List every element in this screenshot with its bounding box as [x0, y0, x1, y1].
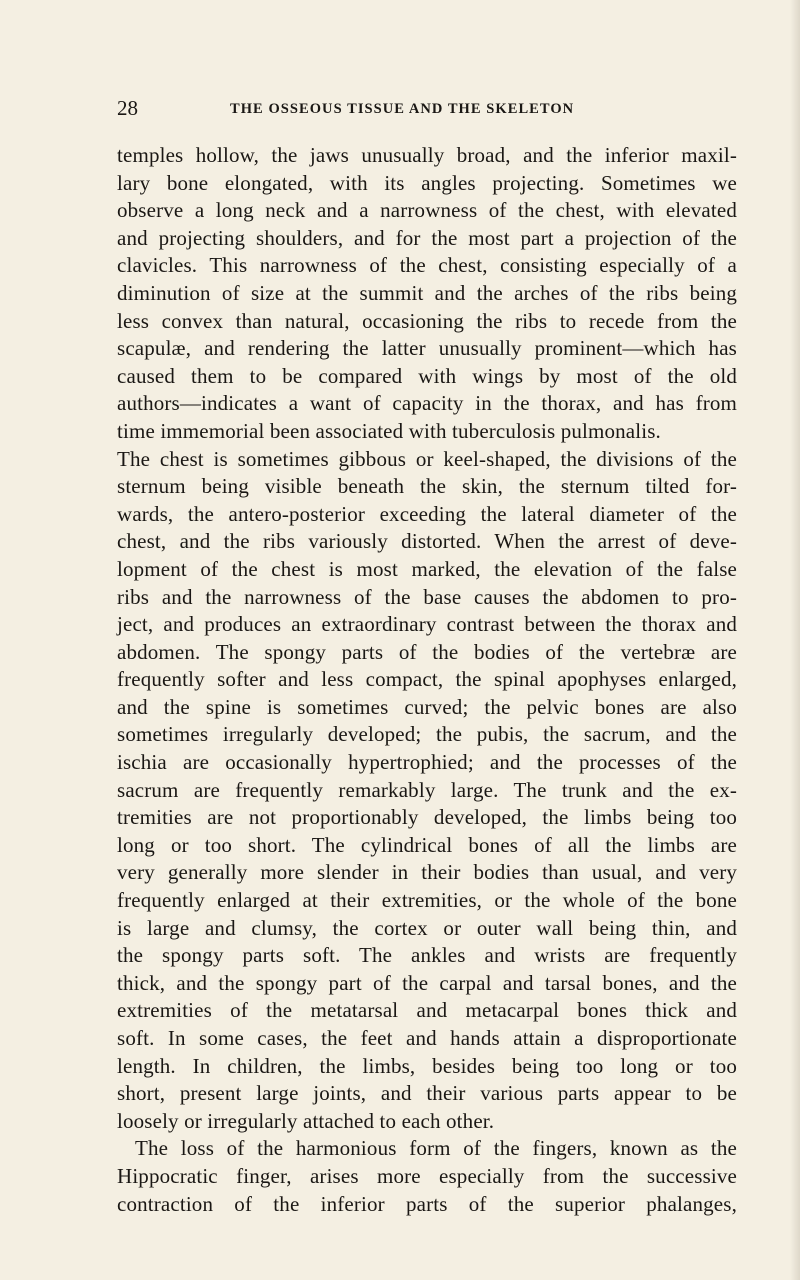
text-line: scapulæ, and rendering the latter unusually prominent—which has [117, 336, 737, 361]
text-line: tremities are not proportionably developed, the limbs being too [117, 805, 737, 830]
text-line: frequently softer and less compact, the spinal apophyses enlarged, [117, 667, 737, 692]
text-line: ischia are occasionally hypertrophied; and the processes of the [117, 750, 737, 775]
text-line: Hippocratic finger, arises more especially from the successive [117, 1163, 737, 1188]
text-line: less convex than natural, occasioning the ribs to recede from the [117, 308, 737, 333]
text-line: loosely or irregularly attached to each other. [117, 1108, 495, 1133]
text-line: wards, the antero-posterior exceeding the lateral diameter of the [117, 501, 737, 526]
text-line: temples hollow, the jaws unusually broad, and the inferior maxil- [117, 143, 737, 167]
text-line: The chest is sometimes gibbous or keel-shaped, the divisions of the [117, 446, 737, 471]
text-line: very generally more slender in their bodies than usual, and very [117, 860, 737, 885]
text-line: short, present large joints, and their various parts appear to be [117, 1081, 737, 1106]
text-line: frequently enlarged at their extremities, or the whole of the bone [117, 888, 737, 913]
text-line: sometimes irregularly developed; the pubis, the sacrum, and the [117, 722, 737, 747]
text-line: caused them to be compared with wings by most of the old [117, 363, 737, 388]
text-line: clavicles. This narrowness of the chest, consisting especially of a [117, 253, 737, 278]
text-line: time immemorial been associated with tuberculosis pulmonalis. [117, 418, 661, 443]
page-number: 28 [117, 96, 138, 120]
text-line: diminution of size at the summit and the arches of the ribs being [117, 280, 737, 305]
running-head [117, 96, 737, 120]
text-line: length. In children, the limbs, besides being too long or too [117, 1053, 737, 1078]
text-line: is large and clumsy, the cortex or outer wall being thin, and [117, 915, 737, 940]
text-line: sternum being visible beneath the skin, the sternum tilted for- [117, 474, 737, 499]
body-text [117, 142, 737, 1218]
text-line: abdomen. The spongy parts of the bodies of the vertebræ are [117, 639, 737, 664]
text-line: ject, and produces an extraordinary contrast between the thorax and [117, 612, 737, 637]
text-line: lopment of the chest is most marked, the elevation of the false [117, 556, 737, 581]
text-line: long or too short. The cylindrical bones of all the limbs are [117, 832, 737, 857]
text-line: ribs and the narrowness of the base causes the abdomen to pro- [117, 584, 737, 609]
text-line: observe a long neck and a narrowness of the chest, with elevated [117, 198, 737, 223]
text-line: and the spine is sometimes curved; the pelvic bones are also [117, 694, 737, 719]
text-line: soft. In some cases, the feet and hands attain a disproportionate [117, 1026, 737, 1050]
text-line: authors—indicates a want of capacity in the thorax, and has from [117, 391, 737, 416]
text-line: and projecting shoulders, and for the most part a projection of the [117, 225, 737, 250]
text-line: contraction of the inferior parts of the superior phalanges, [117, 1191, 737, 1216]
text-line: thick, and the spongy part of the carpal and tarsal bones, and the [117, 970, 737, 995]
text-line: extremities of the metatarsal and metacarpal bones thick and [117, 998, 737, 1023]
text-line: The loss of the harmonious form of the fingers, known as the [135, 1136, 737, 1161]
text-line: lary bone elongated, with its angles projecting. Sometimes we [117, 170, 737, 195]
running-title: THE OSSEOUS TISSUE AND THE SKELETON [230, 101, 575, 117]
page-edge-shadow [790, 0, 800, 1280]
text-line: sacrum are frequently remarkably large. The trunk and the ex- [117, 777, 737, 802]
text-line: chest, and the ribs variously distorted. When the arrest of deve- [117, 529, 737, 554]
text-line: the spongy parts soft. The ankles and wrists are frequently [117, 943, 737, 968]
